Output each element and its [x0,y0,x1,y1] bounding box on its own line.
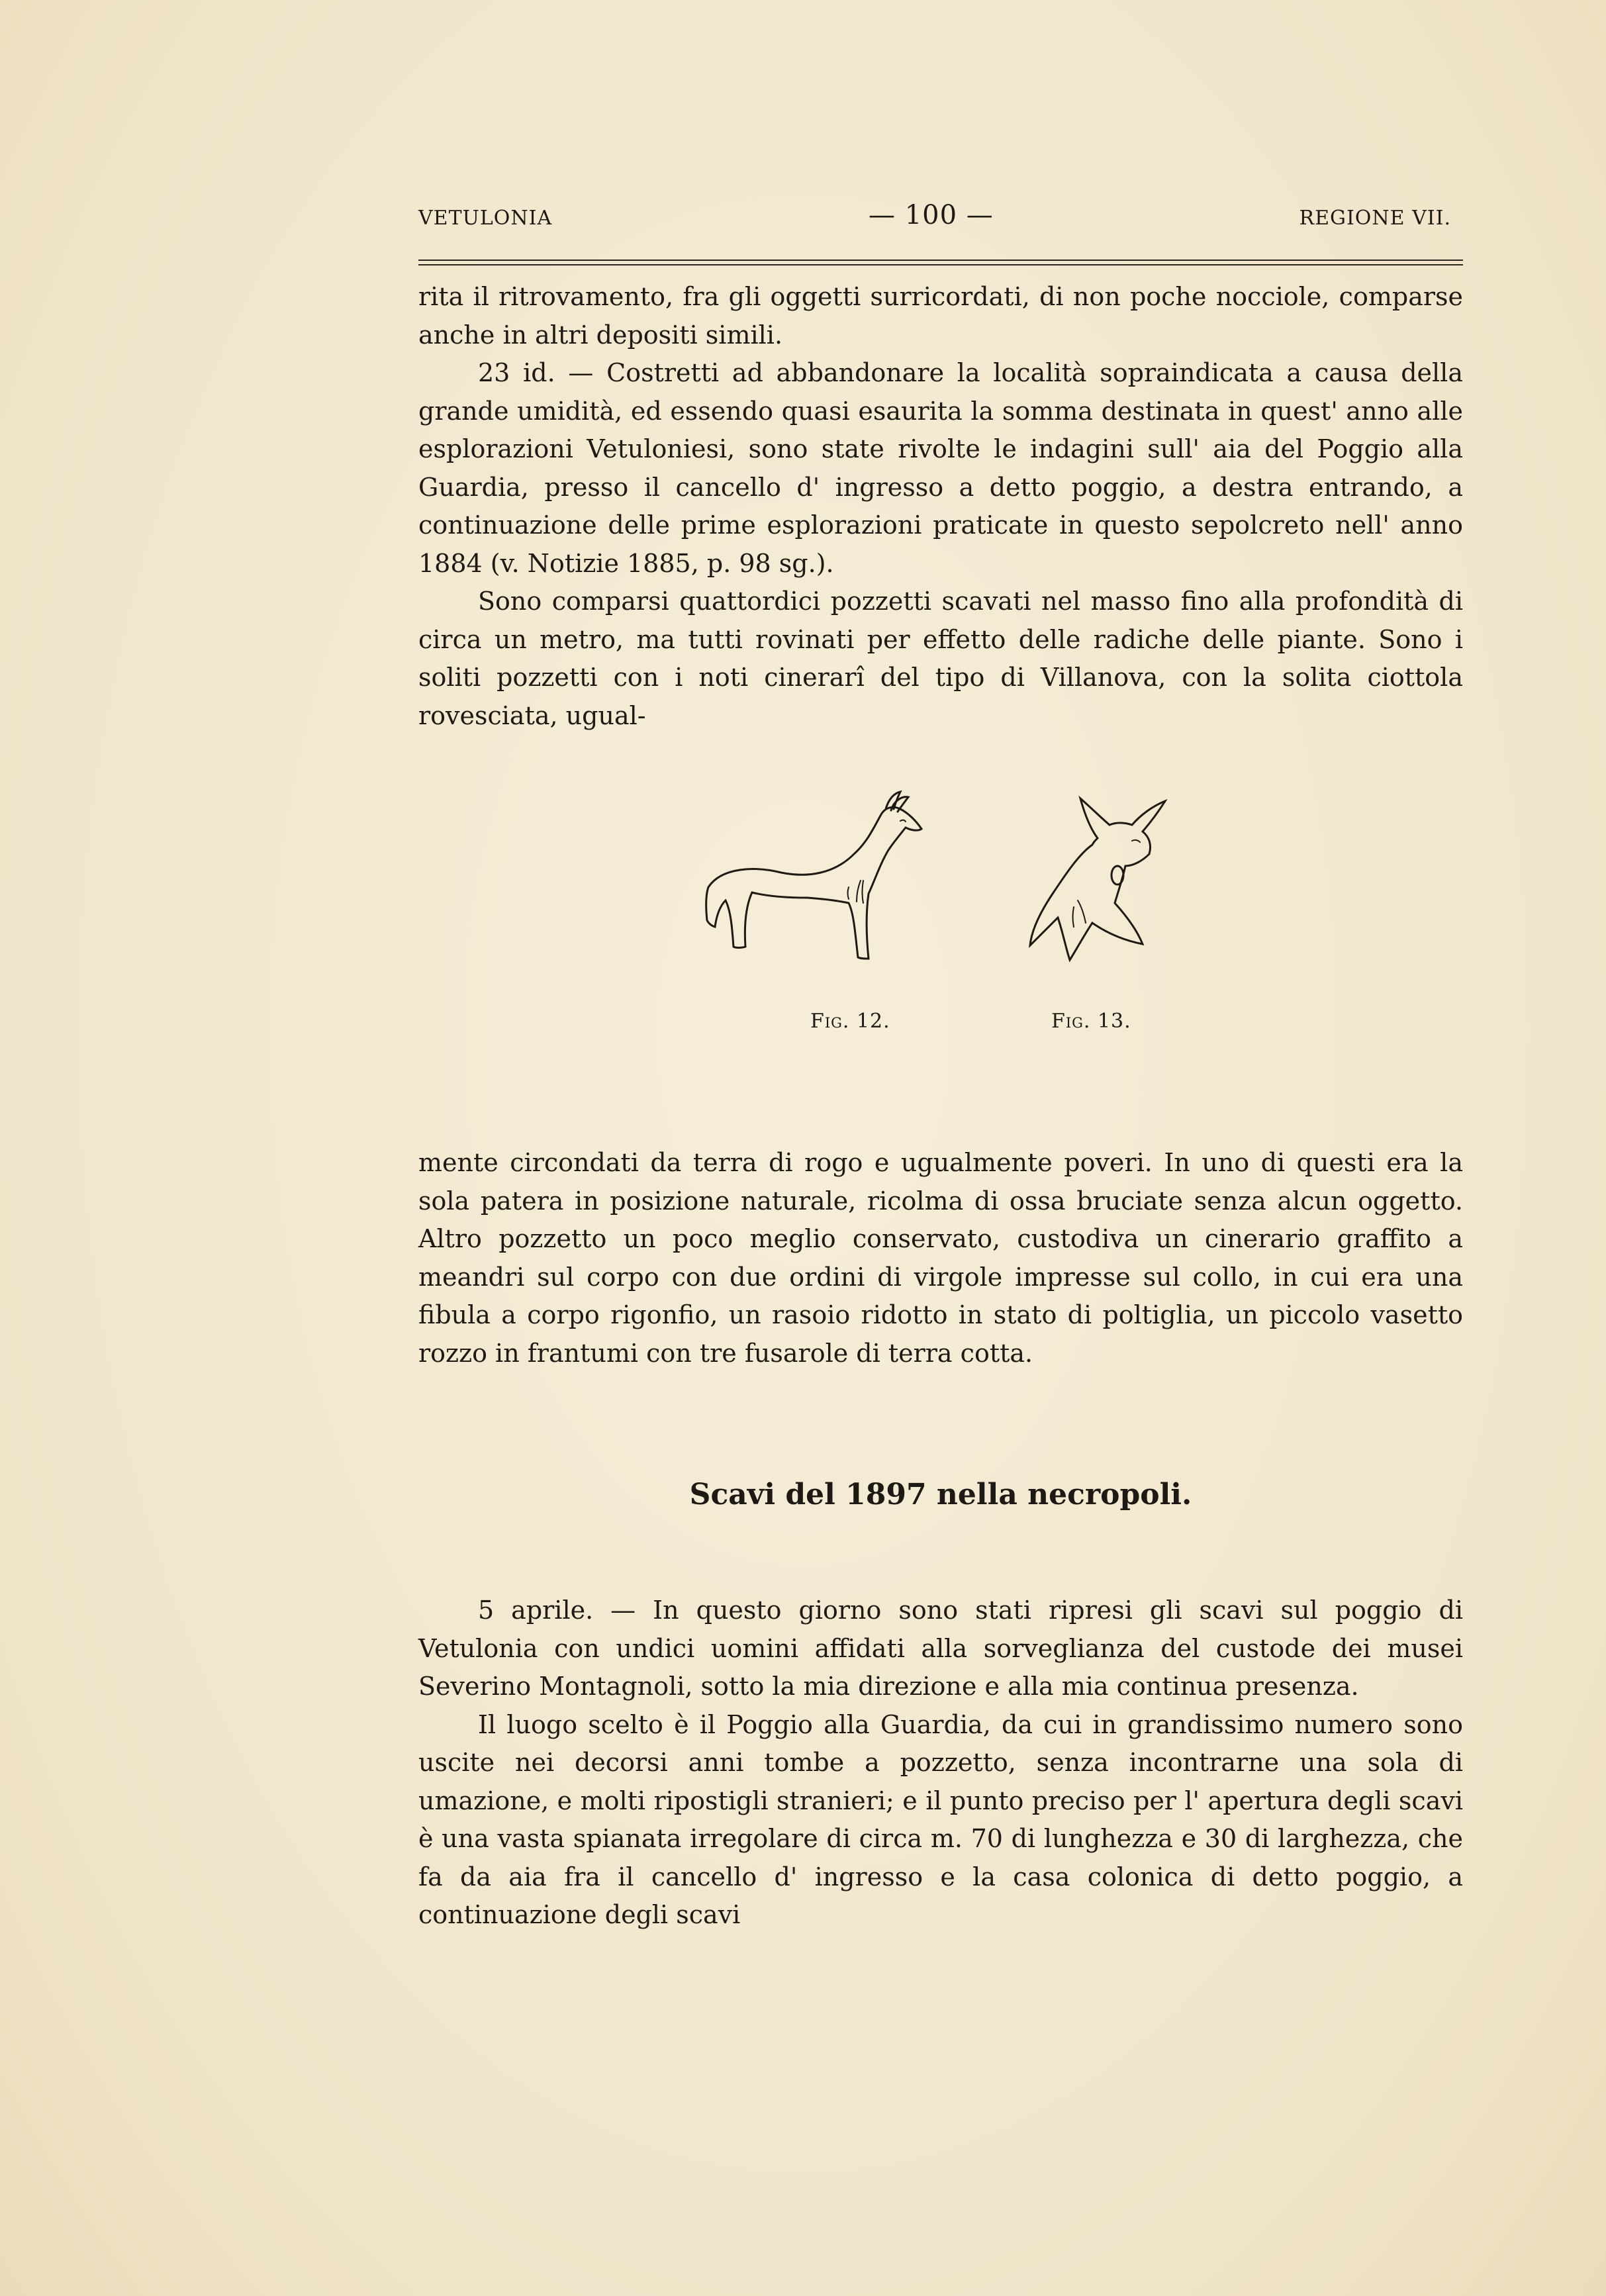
fig12-animal-figurine [706,792,921,959]
paragraph: rita il ritrovamento, fra gli oggetti surricordati, di non poche nocciole, comparse anche in altri depositi simili. [418,282,1463,350]
paragraph: Il luogo scelto è il Poggio alla Guardia, da cui in grandissimo numero sono uscite nei decorsi anni tombe a pozzetto, senza incontrarne una sola di umazione, e molti ripostigli stranieri; e il punto preciso per l' apertura degli scavi è una vasta spianata irregolare di circa m. 70 di lunghezza e 30 di larghezza, che fa da aia fra il cancello d' ingresso e la casa colonica di detto poggio, a continuazione degli scavi [418,1709,1463,1929]
header-double-rule [418,260,1463,269]
paragraph: 23 id. — Costretti ad abbandonare la località sopraindicata a causa della grande umidità, ed essendo quasi esaurita la somma destinata in quest' anno alle esplorazioni Vetuloniesi, sono state rivolte le indagini sull' aia del Poggio alla Guardia, presso il cancello d' ingresso a detto poggio, a destra entrando, a continuazione delle prime esplorazioni praticate in questo sepolcreto nell' anno 1884 (v. Notizie 1885, p. 98 sg.). [418,358,1463,578]
header-region: REGIONE VII. [1299,207,1451,230]
fig12-caption: Fig. 12. [810,1010,890,1033]
paragraph: Sono comparsi quattordici pozzetti scavati nel masso fino alla profondità di circa un metro, ma tutti rovinati per effetto delle radiche delle piante. Sono i soliti pozzetti con i noti cinerarî del tipo di Villanova, con la solita ciottola rovesciata, ugual- [418,587,1463,730]
text-block-bottom [418,1592,1463,1935]
text-block-top [418,278,1463,735]
section-heading: Scavi del 1897 nella necropoli. [689,1478,1192,1511]
figures-illustration [695,781,1172,986]
fig13-caption: Fig. 13. [1051,1010,1131,1033]
header-title: VETULONIA [418,207,553,230]
fig13-animal-figurine [1030,798,1165,960]
paragraph: mente circondati da terra di rogo e ugualmente poveri. In uno di questi era la sola patera in posizione naturale, ricolma di ossa bruciate senza alcun oggetto. Altro pozzetto un poco meglio conservato, custodiva un cinerario graffito a meandri sul corpo con due ordini di virgole impresse sul collo, in cui era una fibula a corpo rigonfio, un rasoio ridotto in stato di poltiglia, un piccolo vasetto rozzo in frantumi con tre fusarole di terra cotta. [418,1148,1463,1368]
text-block-middle [418,1144,1463,1372]
running-header [418,196,1451,242]
paragraph: 5 aprile. — In questo giorno sono stati ripresi gli scavi sul poggio di Vetulonia con undici uomini affidati alla sorveglianza del custode dei musei Severino Montagnoli, sotto la mia direzione e alla mia continua presenza. [418,1596,1463,1701]
page-number: — 100 — [869,200,994,230]
